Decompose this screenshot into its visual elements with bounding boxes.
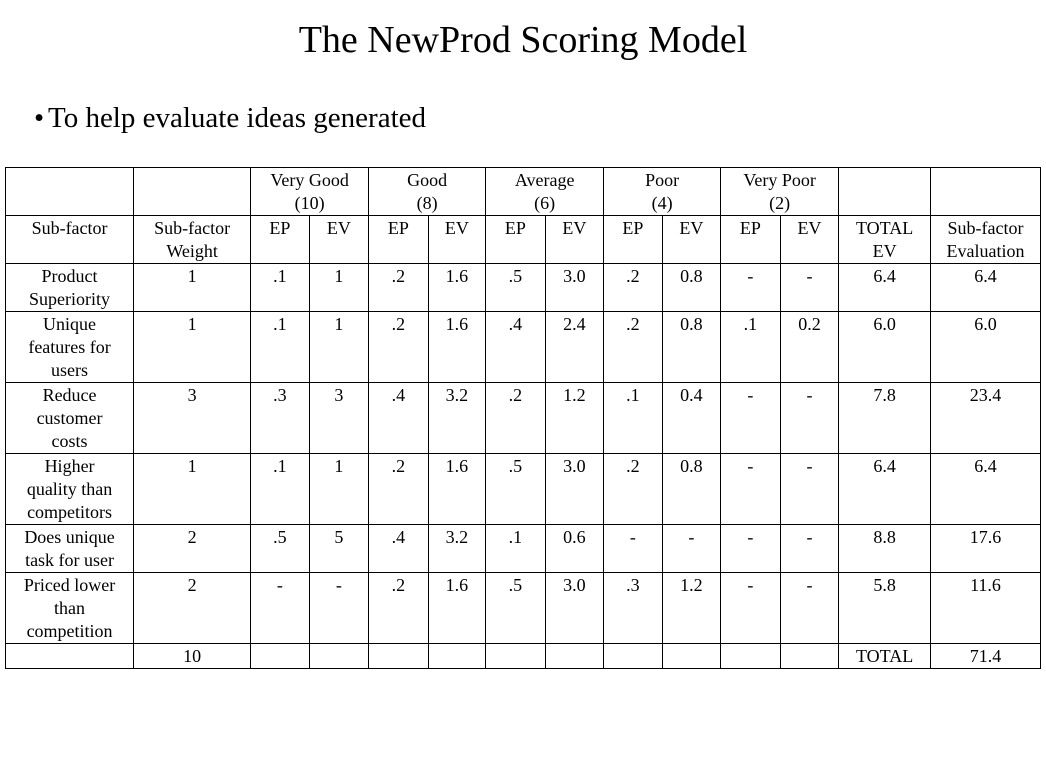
ev-value: 3.2 — [428, 525, 485, 573]
scoring-table — [5, 167, 1041, 669]
ep-value: - — [721, 573, 781, 644]
ev-value: 1 — [309, 312, 369, 383]
group-header-average: Average (6) — [486, 168, 604, 216]
blank-cell — [930, 168, 1040, 216]
ev-value: 1.2 — [662, 573, 721, 644]
ev-value: 3.2 — [428, 383, 485, 454]
table-body — [6, 168, 1041, 669]
table-row — [6, 525, 1041, 573]
subfactor-weight: 1 — [134, 312, 251, 383]
group-header-good: Good (8) — [369, 168, 486, 216]
ep-value: .1 — [486, 525, 546, 573]
header-ep: EP — [369, 216, 429, 264]
ep-value: .2 — [604, 454, 663, 525]
total-row — [6, 644, 1041, 669]
ev-value: 1.6 — [428, 264, 485, 312]
weight-total: 10 — [134, 644, 251, 669]
total-ev-value: 8.8 — [839, 525, 931, 573]
ev-value: 1.6 — [428, 454, 485, 525]
ev-value: - — [780, 454, 839, 525]
bullet-point — [34, 98, 426, 138]
blank-cell — [134, 168, 251, 216]
blank-cell — [369, 644, 429, 669]
evaluation-value: 6.4 — [930, 264, 1040, 312]
blank-cell — [6, 644, 134, 669]
ev-value: - — [309, 573, 369, 644]
header-ep: EP — [251, 216, 310, 264]
ev-value: 1 — [309, 454, 369, 525]
subfactor-name: Unique features for users — [6, 312, 134, 383]
column-header-row — [6, 216, 1041, 264]
page-title: The NewProd Scoring Model — [298, 19, 748, 61]
header-ep: EP — [721, 216, 781, 264]
ep-value: .2 — [369, 454, 429, 525]
ev-value: 0.8 — [662, 264, 721, 312]
ep-value: .1 — [251, 454, 310, 525]
ev-value: 0.6 — [545, 525, 604, 573]
total-ev-value: 6.4 — [839, 454, 931, 525]
subfactor-name: Reduce customer costs — [6, 383, 134, 454]
ev-value: - — [780, 573, 839, 644]
subfactor-name: Higher quality than competitors — [6, 454, 134, 525]
ep-value: - — [721, 454, 781, 525]
ep-value: .4 — [486, 312, 546, 383]
table-row — [6, 383, 1041, 454]
ep-value: .1 — [721, 312, 781, 383]
ep-value: .2 — [486, 383, 546, 454]
ev-value: 0.8 — [662, 454, 721, 525]
group-header-poor: Poor (4) — [604, 168, 721, 216]
subfactor-name: Priced lower than competition — [6, 573, 134, 644]
header-weight: Sub-factor Weight — [134, 216, 251, 264]
blank-cell — [662, 644, 721, 669]
ep-value: - — [604, 525, 663, 573]
subfactor-weight: 1 — [134, 264, 251, 312]
total-value: 71.4 — [930, 644, 1040, 669]
subfactor-weight: 1 — [134, 454, 251, 525]
group-header-very-poor: Very Poor (2) — [721, 168, 839, 216]
ev-value: 0.2 — [780, 312, 839, 383]
ev-value: 1.6 — [428, 573, 485, 644]
blank-cell — [604, 644, 663, 669]
evaluation-value: 11.6 — [930, 573, 1040, 644]
evaluation-value: 6.0 — [930, 312, 1040, 383]
ev-value: - — [780, 383, 839, 454]
total-ev-value: 6.0 — [839, 312, 931, 383]
header-ev: EV — [662, 216, 721, 264]
ep-value: .3 — [251, 383, 310, 454]
header-total-ev: TOTAL EV — [839, 216, 931, 264]
ep-value: .2 — [369, 264, 429, 312]
table-row — [6, 573, 1041, 644]
ev-value: 0.8 — [662, 312, 721, 383]
ep-value: .1 — [604, 383, 663, 454]
subfactor-weight: 2 — [134, 525, 251, 573]
ev-value: 2.4 — [545, 312, 604, 383]
subfactor-name: Product Superiority — [6, 264, 134, 312]
ep-value: .3 — [604, 573, 663, 644]
total-ev-value: 7.8 — [839, 383, 931, 454]
ev-value: - — [662, 525, 721, 573]
subfactor-weight: 3 — [134, 383, 251, 454]
ev-value: 0.4 — [662, 383, 721, 454]
blank-cell — [428, 644, 485, 669]
header-evaluation: Sub-factor Evaluation — [930, 216, 1040, 264]
ep-value: .5 — [251, 525, 310, 573]
blank-cell — [486, 644, 546, 669]
ep-value: - — [251, 573, 310, 644]
total-ev-value: 5.8 — [839, 573, 931, 644]
evaluation-value: 23.4 — [930, 383, 1040, 454]
group-header-very-good: Very Good (10) — [251, 168, 369, 216]
ep-value: .4 — [369, 383, 429, 454]
blank-cell — [839, 168, 931, 216]
bullet-symbol: • — [34, 102, 45, 134]
table-row — [6, 264, 1041, 312]
header-ev: EV — [545, 216, 604, 264]
ev-value: 3.0 — [545, 573, 604, 644]
evaluation-value: 17.6 — [930, 525, 1040, 573]
header-ev: EV — [780, 216, 839, 264]
ep-value: .5 — [486, 264, 546, 312]
blank-cell — [309, 644, 369, 669]
ep-value: .2 — [369, 573, 429, 644]
ep-value: .2 — [604, 264, 663, 312]
ev-value: 1 — [309, 264, 369, 312]
ep-value: .2 — [604, 312, 663, 383]
total-ev-value: 6.4 — [839, 264, 931, 312]
header-ev: EV — [309, 216, 369, 264]
blank-cell — [780, 644, 839, 669]
ev-value: 5 — [309, 525, 369, 573]
ev-value: 3.0 — [545, 454, 604, 525]
header-ev: EV — [428, 216, 485, 264]
ev-value: 1.2 — [545, 383, 604, 454]
ep-value: - — [721, 525, 781, 573]
blank-cell — [6, 168, 134, 216]
table-row — [6, 312, 1041, 383]
ep-value: .2 — [369, 312, 429, 383]
header-ep: EP — [486, 216, 546, 264]
blank-cell — [545, 644, 604, 669]
subfactor-name: Does unique task for user — [6, 525, 134, 573]
ev-value: 3 — [309, 383, 369, 454]
subfactor-weight: 2 — [134, 573, 251, 644]
blank-cell — [251, 644, 310, 669]
blank-cell — [721, 644, 781, 669]
bullet-text: To help evaluate ideas generated — [48, 102, 427, 134]
total-label: TOTAL — [839, 644, 931, 669]
ep-value: .1 — [251, 264, 310, 312]
ep-value: - — [721, 383, 781, 454]
ep-value: .4 — [369, 525, 429, 573]
ev-value: 1.6 — [428, 312, 485, 383]
ev-value: 3.0 — [545, 264, 604, 312]
group-header-row — [6, 168, 1041, 216]
ev-value: - — [780, 525, 839, 573]
ep-value: .5 — [486, 454, 546, 525]
ep-value: - — [721, 264, 781, 312]
ep-value: .5 — [486, 573, 546, 644]
ep-value: .1 — [251, 312, 310, 383]
header-subfactor: Sub-factor — [6, 216, 134, 264]
ev-value: - — [780, 264, 839, 312]
header-ep: EP — [604, 216, 663, 264]
evaluation-value: 6.4 — [930, 454, 1040, 525]
table-row — [6, 454, 1041, 525]
